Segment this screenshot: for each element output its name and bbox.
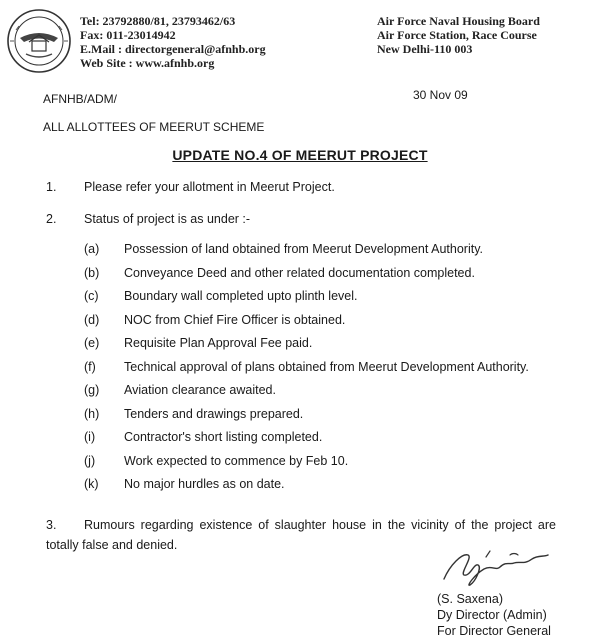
signatory-for: For Director General: [437, 624, 551, 638]
signature-image: [440, 545, 550, 587]
reference-number: AFNHB/ADM/: [43, 92, 118, 106]
status-item-label: (i): [84, 430, 96, 444]
status-item-label: (d): [84, 312, 100, 327]
letter-title: UPDATE NO.4 OF MEERUT PROJECT: [172, 147, 428, 163]
status-item: [0, 242, 600, 262]
emblem-seal-icon: [6, 8, 72, 74]
signatory-designation: Dy Director (Admin): [437, 608, 547, 622]
status-item: [0, 454, 600, 474]
status-item-label: (f): [84, 359, 96, 374]
paragraph-text: Status of project is as under :-: [84, 212, 251, 226]
paragraph-number: 3.: [46, 518, 57, 532]
status-item: [0, 430, 600, 450]
status-item-text: Tenders and drawings prepared.: [124, 406, 304, 421]
status-item: [0, 289, 600, 309]
org-name: Air Force Naval Housing Board: [377, 14, 540, 28]
status-item-label: (g): [84, 383, 100, 397]
email: E.Mail : directorgeneral@afnhb.org: [80, 42, 266, 56]
status-item-text: Contractor's short listing completed.: [124, 430, 323, 444]
org-station: Air Force Station, Race Course: [377, 28, 537, 42]
status-item-label: (j): [84, 453, 96, 468]
status-item: [0, 360, 600, 380]
status-item-label: (c): [84, 289, 99, 303]
telephone: Tel: 23792880/81, 23793462/63: [80, 14, 236, 28]
status-item-text: Boundary wall completed upto plinth level.: [124, 289, 358, 303]
status-item: [0, 336, 600, 356]
status-item: [0, 407, 600, 427]
organisation-address: [377, 14, 540, 56]
letter-date: 30 Nov 09: [413, 88, 468, 102]
status-item-text: Aviation clearance awaited.: [124, 383, 276, 397]
paragraph-number: 2.: [46, 212, 57, 226]
status-item: [0, 477, 600, 497]
status-item-text: Requisite Plan Approval Fee paid.: [124, 336, 313, 350]
org-city: New Delhi-110 003: [377, 42, 473, 56]
website: Web Site : www.afnhb.org: [80, 56, 215, 70]
status-item-label: (a): [84, 242, 100, 256]
status-item: [0, 383, 600, 403]
status-item-text: No major hurdles as on date.: [124, 477, 285, 491]
status-item-label: (h): [84, 406, 100, 421]
status-item: [0, 313, 600, 333]
paragraph-text: Please refer your allotment in Meerut Project.: [84, 180, 335, 194]
status-item-text: Conveyance Deed and other related documentation completed.: [124, 265, 475, 280]
fax: Fax: 011-23014942: [80, 28, 176, 42]
paragraph-number: 1.: [46, 180, 57, 194]
status-item-label: (b): [84, 265, 100, 280]
signatory-block: [437, 591, 551, 639]
status-item-label: (e): [84, 336, 100, 350]
status-item-text: Possession of land obtained from Meerut Development Authority.: [124, 242, 483, 256]
paragraph-text: Rumours regarding existence of slaughter house in the vicinity of the project are totally false and denied.: [46, 518, 556, 552]
status-item-label: (k): [84, 477, 99, 491]
status-item: [0, 266, 600, 286]
contact-block: [80, 14, 266, 70]
status-item-text: Technical approval of plans obtained from Meerut Development Authority.: [124, 359, 529, 374]
addressee: ALL ALLOTTEES OF MEERUT SCHEME: [43, 120, 265, 134]
status-item-text: Work expected to commence by Feb 10.: [124, 453, 349, 468]
signatory-name: (S. Saxena): [437, 592, 504, 606]
status-item-text: NOC from Chief Fire Officer is obtained.: [124, 312, 346, 327]
